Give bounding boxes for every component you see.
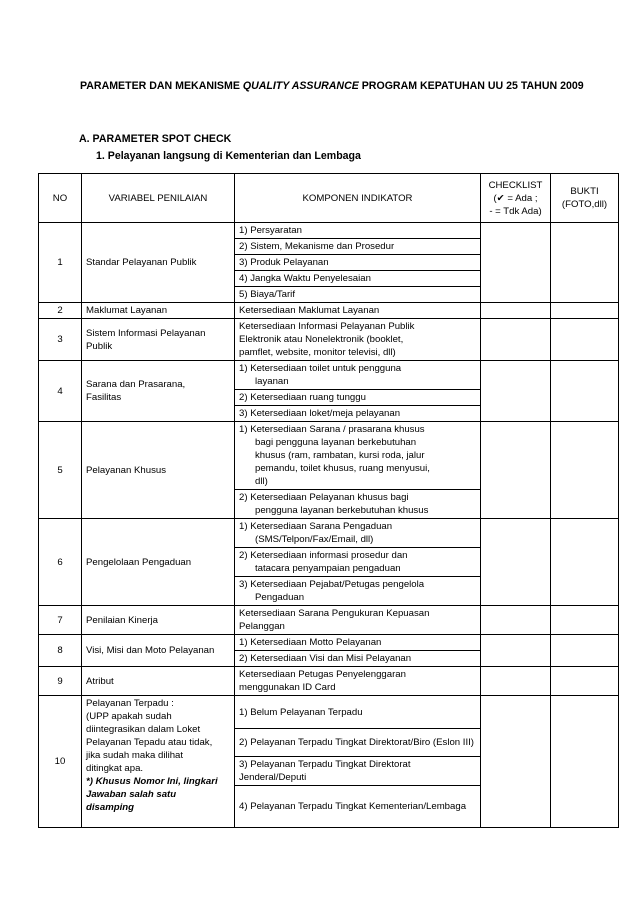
bukti-cell[interactable] — [551, 319, 619, 361]
row-variabel — [82, 696, 235, 828]
komponen-line: 1) Ketersediaan Sarana Pengaduan — [239, 521, 393, 532]
table-row — [39, 319, 619, 361]
row-komponen-item[interactable]: 3) Pelayanan Terpadu Tingkat Direktorat Jenderal/Deputi — [235, 757, 481, 786]
table-row — [39, 606, 619, 635]
bukti-cell[interactable] — [551, 223, 619, 303]
row-variabel: Standar Pelayanan Publik — [82, 223, 235, 303]
checklist-cell[interactable] — [481, 667, 551, 696]
subsection-1-heading: 1. Pelayanan langsung di Kementerian dan Lembaga — [96, 150, 361, 162]
checklist-cell[interactable] — [481, 303, 551, 319]
table-row — [39, 223, 619, 239]
komponen-line: 2) Ketersediaan Pelayanan khusus bagi — [239, 492, 409, 503]
row-komponen-item — [235, 548, 481, 577]
row-komponen-item — [235, 606, 481, 635]
bukti-cell[interactable] — [551, 667, 619, 696]
row-komponen-item: 4) Jangka Waktu Penyelesaian — [235, 271, 481, 287]
checklist-cell[interactable] — [481, 519, 551, 606]
checklist-cell[interactable] — [481, 319, 551, 361]
title-prefix: PARAMETER DAN MEKANISME — [80, 80, 243, 92]
row-komponen-item: 3) Produk Pelayanan — [235, 255, 481, 271]
row-komponen-item: Ketersediaan Maklumat Layanan — [235, 303, 481, 319]
title-italic: QUALITY ASSURANCE — [242, 80, 359, 92]
row-komponen-item — [235, 319, 481, 361]
bukti-cell[interactable] — [551, 635, 619, 667]
variabel-note-line: *) Khusus Nomor Ini, lingkari — [86, 776, 218, 787]
row-variabel: Penilaian Kinerja — [82, 606, 235, 635]
title-suffix: PROGRAM KEPATUHAN UU 25 TAHUN 2009 — [358, 80, 584, 92]
bukti-cell[interactable] — [551, 303, 619, 319]
komponen-line: pemandu, toilet khusus, ruang menyusui, — [255, 463, 430, 474]
komponen-line: Pengaduan — [255, 592, 305, 603]
checklist-cell[interactable] — [481, 223, 551, 303]
komponen-line: 1) Ketersediaan Sarana / prasarana khusus — [239, 424, 425, 435]
checklist-cell[interactable] — [481, 361, 551, 422]
bukti-cell[interactable] — [551, 361, 619, 422]
checklist-cell[interactable] — [481, 606, 551, 635]
komponen-line: pengguna layanan berkebutuhan khusus — [255, 505, 429, 516]
variabel-line: Sarana dan Prasarana, — [86, 379, 186, 390]
komponen-line: tatacara penyampaian pengaduan — [255, 563, 401, 574]
variabel-note-line: Jawaban salah satu — [86, 789, 177, 800]
row-no: 7 — [39, 606, 82, 635]
header-komponen: KOMPONEN INDIKATOR — [235, 174, 481, 223]
row-komponen-item[interactable]: 1) Belum Pelayanan Terpadu — [235, 696, 481, 729]
komponen-line: pamflet, website, monitor televisi, dll) — [239, 347, 396, 358]
section-a-heading: A. PARAMETER SPOT CHECK — [79, 133, 232, 145]
row-no: 3 — [39, 319, 82, 361]
checklist-cell[interactable] — [481, 635, 551, 667]
variabel-line: diintegrasikan dalam Loket — [86, 724, 201, 735]
row-variabel: Pengelolaan Pengaduan — [82, 519, 235, 606]
komponen-line: 1) Ketersediaan toilet untuk pengguna — [239, 363, 402, 374]
variabel-line: Pelayanan Terpadu : — [86, 698, 174, 709]
bukti-line1: BUKTI — [570, 186, 599, 197]
variabel-line: (UPP apakah sudah — [86, 711, 172, 722]
row-no: 9 — [39, 667, 82, 696]
komponen-line: Ketersediaan Sarana Pengukuran Kepuasan — [239, 608, 430, 619]
row-no: 6 — [39, 519, 82, 606]
row-komponen-item: 2) Ketersediaan Visi dan Misi Pelayanan — [235, 651, 481, 667]
checklist-cell[interactable] — [481, 696, 551, 828]
bukti-cell[interactable] — [551, 696, 619, 828]
bukti-cell[interactable] — [551, 606, 619, 635]
row-komponen-item[interactable]: 4) Pelayanan Terpadu Tingkat Kementerian/Lembaga — [235, 786, 481, 828]
table-row — [39, 635, 619, 651]
row-variabel: Pelayanan Khusus — [82, 422, 235, 519]
row-komponen-item — [235, 667, 481, 696]
checklist-line2: (✔ = Ada ; — [493, 192, 538, 204]
table-row — [39, 667, 619, 696]
komponen-line: Elektronik atau Nonelektronik (booklet, — [239, 334, 404, 345]
row-komponen-item: 5) Biaya/Tarif — [235, 287, 481, 303]
variabel-line: Fasilitas — [86, 392, 122, 403]
row-komponen-item — [235, 361, 481, 390]
table-row — [39, 303, 619, 319]
komponen-line: khusus (ram, rambatan, kursi roda, jalur — [255, 450, 425, 461]
table-header-row — [39, 174, 619, 223]
row-komponen-item — [235, 519, 481, 548]
row-no: 1 — [39, 223, 82, 303]
variabel-line: jika sudah maka dilihat — [86, 750, 184, 761]
row-no: 5 — [39, 422, 82, 519]
row-variabel — [82, 319, 235, 361]
row-komponen-item: 1) Persyaratan — [235, 223, 481, 239]
komponen-line: layanan — [255, 376, 289, 387]
komponen-line: Ketersediaan Informasi Pelayanan Publik — [239, 321, 415, 332]
bukti-cell[interactable] — [551, 422, 619, 519]
checklist-line1: CHECKLIST — [488, 179, 543, 191]
komponen-line: Ketersediaan Petugas Penyelenggaran — [239, 669, 406, 680]
table-row — [39, 696, 619, 729]
row-komponen-item — [235, 422, 481, 490]
table-row — [39, 519, 619, 548]
table-row — [39, 422, 619, 490]
checklist-cell[interactable] — [481, 422, 551, 519]
komponen-line: bagi pengguna layanan berkebutuhan — [255, 437, 417, 448]
row-komponen-item — [235, 490, 481, 519]
document-title — [80, 80, 584, 92]
header-variabel: VARIABEL PENILAIAN — [82, 174, 235, 223]
header-checklist — [481, 174, 551, 223]
row-no: 10 — [39, 696, 82, 828]
header-no: NO — [39, 174, 82, 223]
header-bukti — [551, 174, 619, 223]
variabel-line: Pelayanan Tepadu atau tidak, — [86, 737, 213, 748]
komponen-line: (SMS/Telpon/Fax/Email, dll) — [255, 534, 374, 545]
row-komponen-item: 1) Ketersediaan Motto Pelayanan — [235, 635, 481, 651]
row-variabel — [82, 361, 235, 422]
bukti-line2: (FOTO,dll) — [561, 199, 608, 210]
variabel-line: ditingkat apa. — [86, 763, 144, 774]
row-variabel: Maklumat Layanan — [82, 303, 235, 319]
komponen-line: dll) — [255, 476, 268, 487]
row-no: 8 — [39, 635, 82, 667]
row-komponen-item: 2) Sistem, Mekanisme dan Prosedur — [235, 239, 481, 255]
row-no: 2 — [39, 303, 82, 319]
variabel-note-line: disamping — [86, 802, 134, 813]
row-komponen-item: 2) Ketersediaan ruang tunggu — [235, 390, 481, 406]
komponen-line: 3) Ketersediaan Pejabat/Petugas pengelola — [239, 579, 425, 590]
bukti-cell[interactable] — [551, 519, 619, 606]
row-komponen-item[interactable]: 2) Pelayanan Terpadu Tingkat Direktorat/Biro (Eslon III) — [235, 729, 481, 757]
checklist-line3: - = Tdk Ada) — [489, 205, 542, 217]
komponen-line: 2) Ketersediaan informasi prosedur dan — [239, 550, 408, 561]
row-variabel: Atribut — [82, 667, 235, 696]
row-komponen-item: 3) Ketersediaan loket/meja pelayanan — [235, 406, 481, 422]
variabel-line: Publik — [86, 340, 113, 352]
parameter-table — [38, 173, 619, 828]
row-komponen-item — [235, 577, 481, 606]
row-no: 4 — [39, 361, 82, 422]
table-row — [39, 361, 619, 390]
variabel-line: Sistem Informasi Pelayanan — [86, 327, 206, 339]
row-variabel: Visi, Misi dan Moto Pelayanan — [82, 635, 235, 667]
komponen-line: Pelanggan — [239, 621, 285, 632]
komponen-line: menggunakan ID Card — [239, 682, 336, 693]
